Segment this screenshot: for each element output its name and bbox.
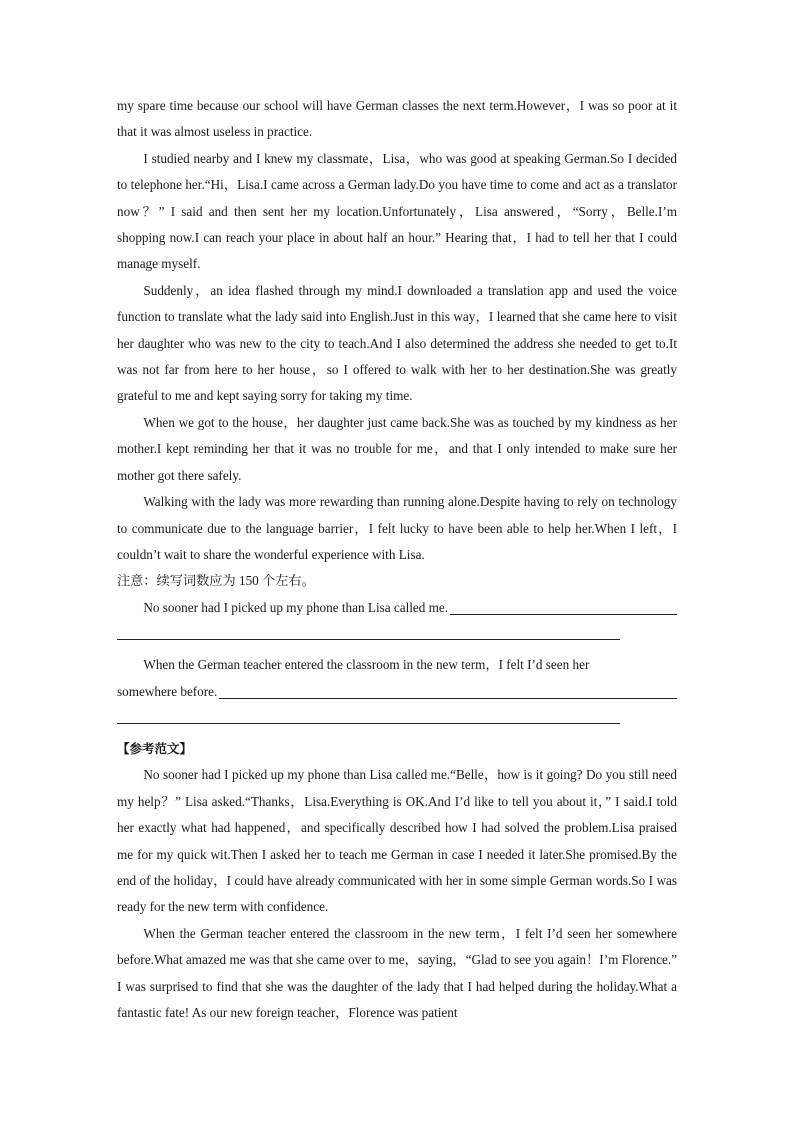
answer-blank-1a[interactable] — [450, 596, 677, 615]
story-paragraph-3: When we got to the house，her daughter just came back.She was as touched by my kindness as her mother.I kept reminding her that it was no trouble for me，and that I only intended to make sure her mother got there safely. — [117, 414, 677, 483]
answer-blank-2a[interactable] — [219, 680, 677, 699]
prompt-1-text: No sooner had I picked up my phone than Lisa called me. — [143, 599, 449, 615]
story-paragraph-1: I studied nearby and I knew my classmate，Lisa，who was good at speaking German.So I decided to telephone her.“Hi，Lisa.I came across a German lady.Do you have time to come and act as a translator now？” I said and then sent her my location.Unfortunately，Lisa answered，“Sorry，Belle.I’m shopping now.I can reach your place in about half an hour.” Hearing that，I had to tell her that I could manage myself. — [117, 150, 677, 272]
reference-paragraph-1: No sooner had I picked up my phone than Lisa called me.“Belle，how is it going? Do you still need my help？” Lisa asked.“Thanks，Lisa.Everything is OK.And I’d like to tell you about it，” I said.I told her exactly what had happened，and specifically described how I had solved the problem.Lisa praised me for my quick wit.Then I asked her to teach me German in case I needed it later.She promised.By the end of the holiday，I could have already communicated with her in some simple German words.So I was ready for the new term with confidence. — [117, 767, 677, 915]
prompt-2-text: When the German teacher entered the classroom in the new term，I felt I’d seen her — [143, 657, 590, 673]
story-paragraph-4: Walking with the lady was more rewarding than running alone.Despite having to rely on technology to communicate due to the language barrier，I felt lucky to have been able to help her.When I left，I couldn’t wait to share the wonderful experience with Lisa. — [117, 494, 677, 562]
answer-blank-1b[interactable] — [117, 621, 620, 640]
prompt-2-text-cont: somewhere before. — [117, 683, 218, 699]
reference-paragraph-2: When the German teacher entered the classroom in the new term，I felt I’d seen her somewhere before.What amazed me was that she came over to me，saying，“Glad to see you again！I’m Florence.” I was surprised to find that she was the daughter of the lady that I had helped during the holiday.What a fantastic fate! As our new foreign teacher，Florence was patient — [117, 925, 677, 1020]
document-page — [117, 93, 677, 1026]
word-count-note: 注意：续写词数应为 150 个左右。 — [117, 573, 315, 589]
continuation-prompt-2 — [117, 679, 677, 705]
story-paragraph-2: Suddenly，an idea flashed through my mind.I downloaded a translation app and used the voice function to translate what the lady said into English.Just in this way，I learned that she came here to visit her daughter who was new to the city to teach.And I also determined the address she needed to get to.It was not far from here to her house，so I offered to walk with her to her destination.She was greatly grateful to me and kept saying sorry for taking my time. — [117, 282, 677, 404]
story-paragraph-0: my spare time because our school will have German classes the next term.However，I was so poor at it that it was almost useless in practice. — [117, 98, 677, 140]
answer-blank-2b[interactable] — [117, 705, 620, 724]
continuation-prompt-1 — [117, 595, 677, 621]
reference-answer-heading: 【参考范文】 — [117, 740, 193, 756]
